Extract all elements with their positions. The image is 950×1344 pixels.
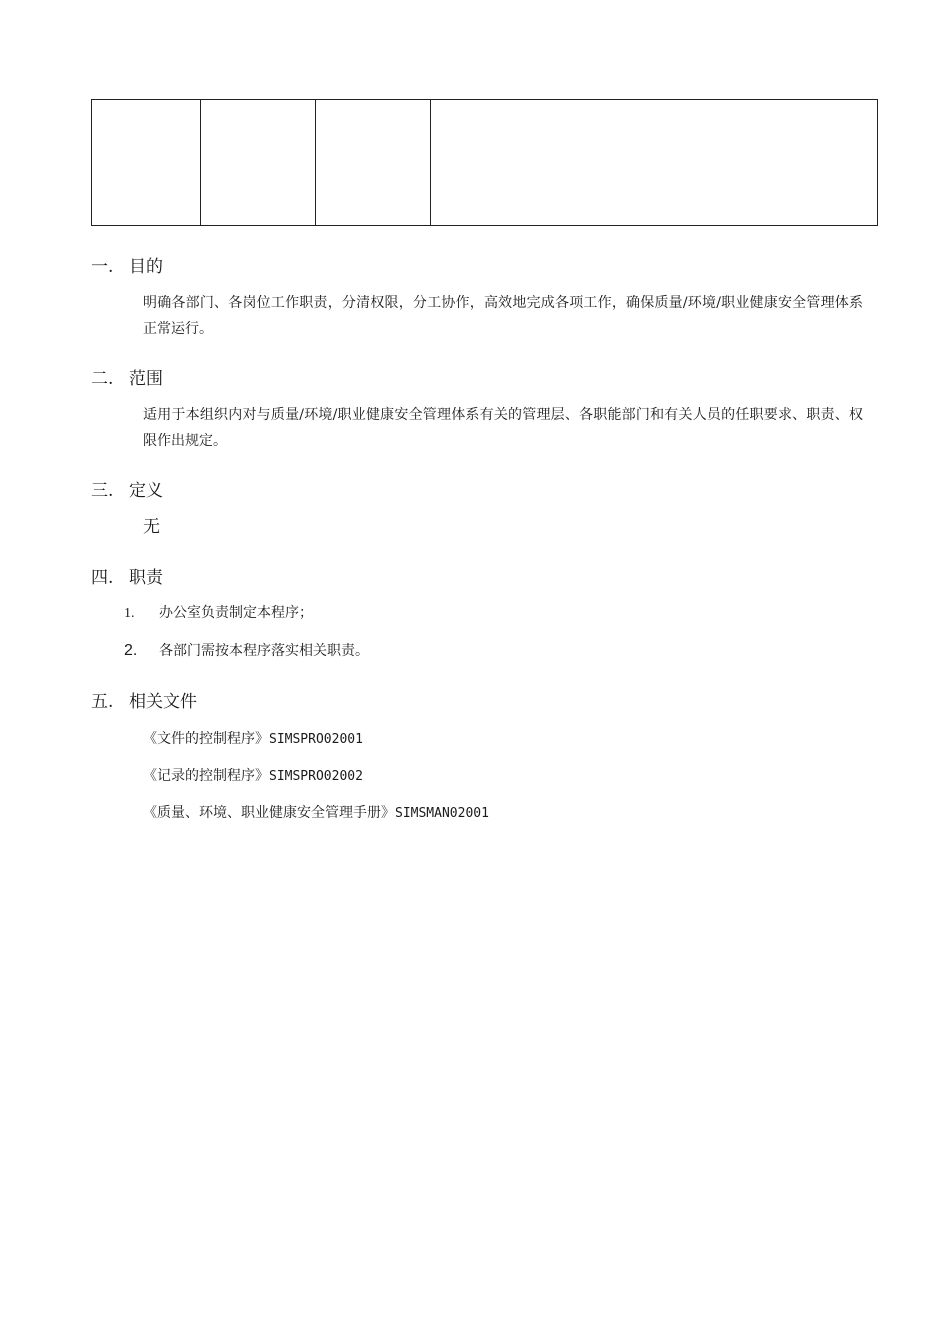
section-title: 相关文件 [129,692,197,712]
list-item [124,641,369,661]
list-item-text: 办公室负责制定本程序； [159,605,313,621]
section-heading-related-documents [91,691,197,713]
list-item-text: 各部门需按本程序落实相关职责。 [159,643,369,659]
section-number: 四. [91,568,114,588]
reference-code: SIMSMAN02001 [395,806,489,821]
document-header-table [91,99,878,226]
definition-paragraph: 无 [143,517,160,537]
section-number: 三. [91,481,114,501]
reference-title: 《记录的控制程序》 [143,768,269,784]
list-item [124,603,313,624]
reference-title: 《质量、环境、职业健康安全管理手册》 [143,805,395,821]
section-number: 二. [91,369,114,389]
list-item-number: 2. [124,642,138,659]
reference-document [143,803,489,824]
scope-paragraph: 适用于本组织内对与质量/环境/职业健康安全管理体系有关的管理层、各职能部门和有关人员的任职要求、职责、权限作出规定。 [143,407,863,449]
section-title: 定义 [129,481,163,501]
header-cell-4 [431,100,878,226]
section-heading-responsibilities [91,567,163,589]
header-cell-1 [92,100,201,226]
header-cell-3 [316,100,431,226]
section-number: 一. [91,257,114,277]
purpose-paragraph: 明确各部门、各岗位工作职责，分清权限，分工协作，高效地完成各项工作，确保质量/环境/职业健康安全管理体系正常运行。 [143,295,863,337]
section-heading-scope [91,368,163,390]
section-title: 范围 [129,369,163,389]
reference-code: SIMSPRO02002 [269,769,363,784]
reference-code: SIMSPRO02001 [269,732,363,747]
reference-document [143,729,363,750]
section-heading-definition [91,480,163,502]
section-heading-purpose [91,256,163,278]
section-number: 五. [91,692,114,712]
list-item-number: 1. [124,606,135,621]
section-title: 职责 [129,568,163,588]
section-title: 目的 [129,257,163,277]
reference-document [143,766,363,787]
header-cell-2 [201,100,316,226]
reference-title: 《文件的控制程序》 [143,731,269,747]
